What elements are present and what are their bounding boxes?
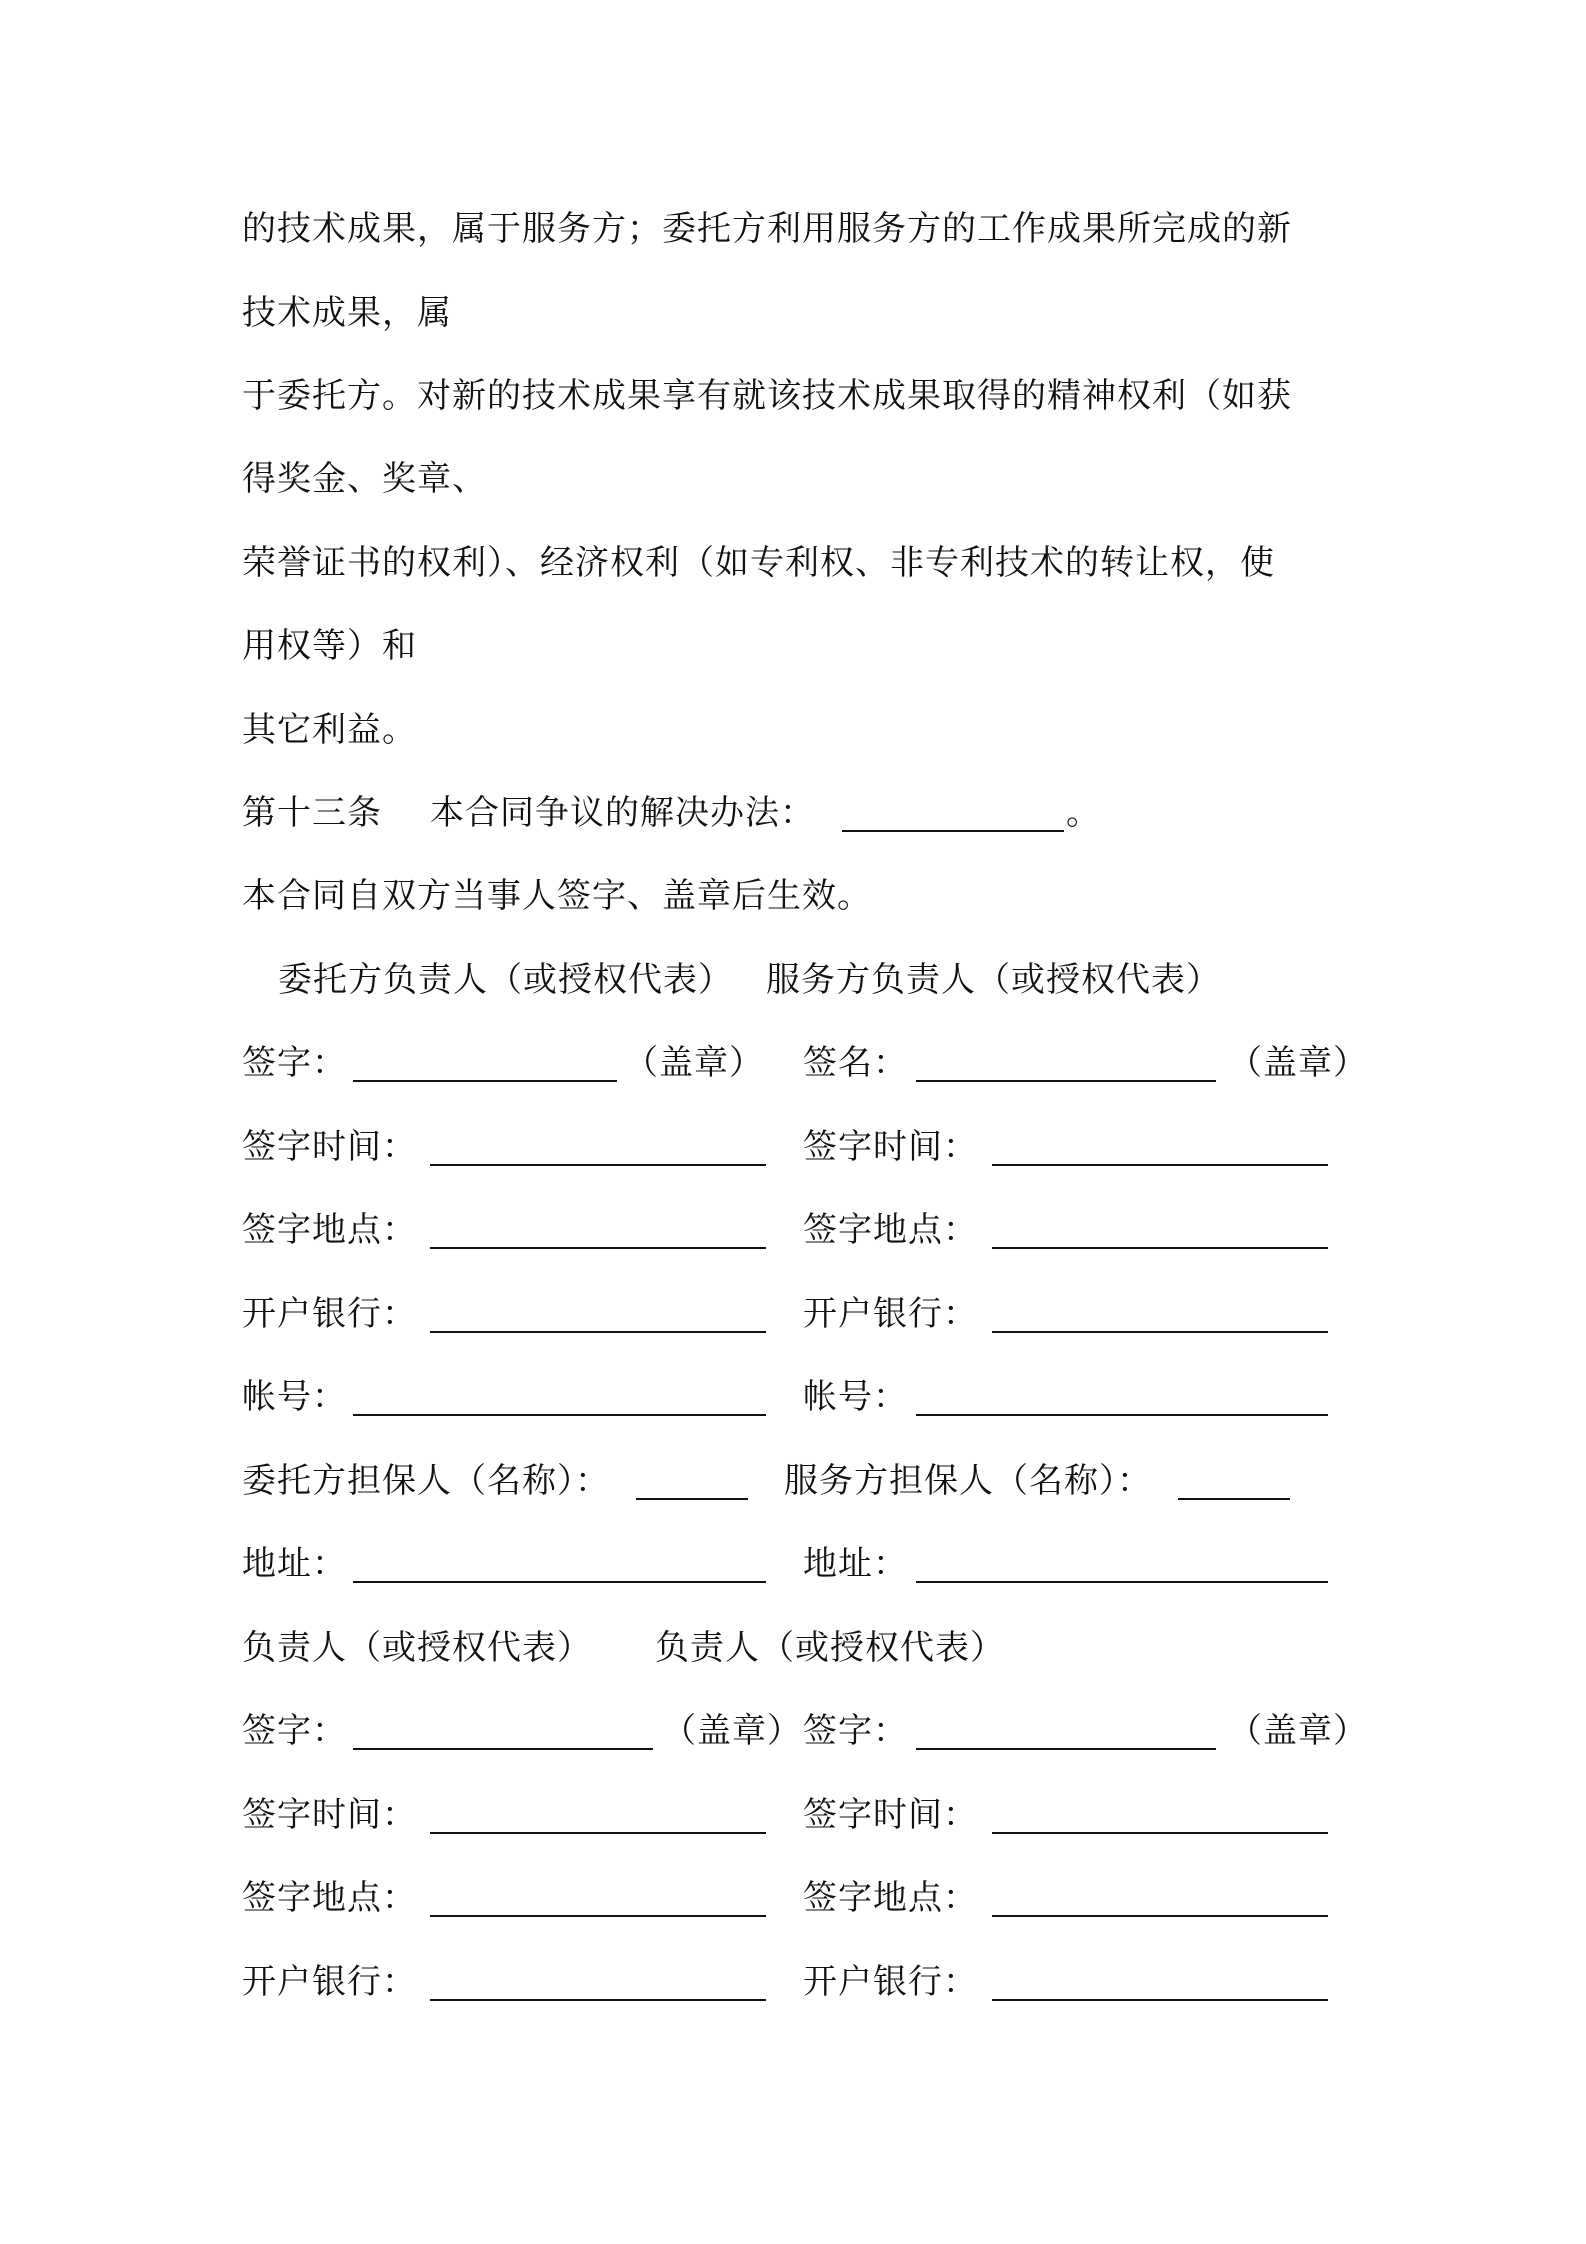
client-sign-time-label: 签字时间： — [242, 1127, 417, 1167]
body-line: 技术成果，属 — [242, 293, 452, 333]
service-bank-label: 开户银行： — [803, 1294, 978, 1334]
guarantor-client-sign-label: 签字： — [242, 1711, 347, 1751]
guarantor-client-place-label: 签字地点： — [242, 1878, 417, 1918]
body-line: 荣誉证书的权利）、经济权利（如专利权、非专利技术的转让权，使 — [242, 543, 1275, 583]
body-line: 用权等）和 — [242, 626, 417, 666]
guarantor-client-place-blank[interactable] — [430, 1915, 766, 1917]
article-13-label: 第十三条 — [242, 793, 382, 833]
guarantor-client-seal-label: （盖章） — [662, 1711, 802, 1751]
article-13-text: 本合同争议的解决办法： — [430, 793, 815, 833]
guarantor-service-bank-label: 开户银行： — [803, 1962, 978, 2002]
service-sign-blank[interactable] — [916, 1080, 1216, 1082]
client-bank-blank[interactable] — [430, 1331, 766, 1333]
guarantor-service-sign-blank[interactable] — [916, 1748, 1216, 1750]
client-account-blank[interactable] — [353, 1414, 766, 1416]
service-guarantor-address-label: 地址： — [803, 1544, 908, 1584]
guarantor-client-bank-blank[interactable] — [430, 1999, 766, 2001]
body-line: 的技术成果，属于服务方；委托方利用服务方的工作成果所完成的新 — [242, 209, 1292, 249]
client-sign-blank[interactable] — [353, 1080, 617, 1082]
client-guarantor-rep: 负责人（或授权代表） — [242, 1628, 592, 1668]
body-line: 得奖金、奖章、 — [242, 459, 487, 499]
guarantor-client-bank-label: 开户银行： — [242, 1962, 417, 2002]
guarantor-service-sign-label: 签字： — [803, 1711, 908, 1751]
client-guarantor-label: 委托方担保人（名称）： — [242, 1461, 610, 1501]
service-sign-time-blank[interactable] — [992, 1164, 1328, 1166]
guarantor-client-time-label: 签字时间： — [242, 1795, 417, 1835]
dispute-resolution-blank[interactable] — [842, 830, 1064, 832]
service-sign-place-blank[interactable] — [992, 1247, 1328, 1249]
guarantor-service-place-label: 签字地点： — [803, 1878, 978, 1918]
service-guarantor-address-blank[interactable] — [916, 1581, 1328, 1583]
service-rep-header: 服务方负责人（或授权代表） — [766, 960, 1221, 1000]
guarantor-service-place-blank[interactable] — [992, 1915, 1328, 1917]
service-sign-place-label: 签字地点： — [803, 1210, 978, 1250]
service-sign-label: 签名： — [803, 1043, 908, 1083]
client-guarantor-address-label: 地址： — [242, 1544, 347, 1584]
client-sign-place-label: 签字地点： — [242, 1210, 417, 1250]
service-account-blank[interactable] — [916, 1414, 1328, 1416]
service-guarantor-rep: 负责人（或授权代表） — [655, 1628, 1005, 1668]
body-line: 于委托方。对新的技术成果享有就该技术成果取得的精神权利（如获 — [242, 376, 1292, 416]
guarantor-service-bank-blank[interactable] — [992, 1999, 1328, 2001]
service-guarantor-blank[interactable] — [1178, 1498, 1290, 1500]
effective-clause: 本合同自双方当事人签字、盖章后生效。 — [242, 876, 872, 916]
client-guarantor-blank[interactable] — [636, 1498, 748, 1500]
client-sign-place-blank[interactable] — [430, 1247, 766, 1249]
body-line: 其它利益。 — [242, 710, 417, 750]
guarantor-service-time-blank[interactable] — [992, 1832, 1328, 1834]
service-bank-blank[interactable] — [992, 1331, 1328, 1333]
article-13-end: 。 — [1066, 793, 1101, 833]
service-guarantor-label: 服务方担保人（名称）： — [784, 1461, 1152, 1501]
guarantor-service-seal-label: （盖章） — [1228, 1711, 1368, 1751]
guarantor-client-time-blank[interactable] — [430, 1832, 766, 1834]
guarantor-service-time-label: 签字时间： — [803, 1795, 978, 1835]
service-account-label: 帐号： — [803, 1377, 908, 1417]
guarantor-client-sign-blank[interactable] — [353, 1748, 653, 1750]
client-sign-label: 签字： — [242, 1043, 347, 1083]
client-guarantor-address-blank[interactable] — [353, 1581, 766, 1583]
service-sign-time-label: 签字时间： — [803, 1127, 978, 1167]
service-seal-label: （盖章） — [1228, 1043, 1368, 1083]
client-seal-label: （盖章） — [624, 1043, 764, 1083]
client-rep-header: 委托方负责人（或授权代表） — [278, 960, 733, 1000]
client-bank-label: 开户银行： — [242, 1294, 417, 1334]
client-sign-time-blank[interactable] — [430, 1164, 766, 1166]
client-account-label: 帐号： — [242, 1377, 347, 1417]
